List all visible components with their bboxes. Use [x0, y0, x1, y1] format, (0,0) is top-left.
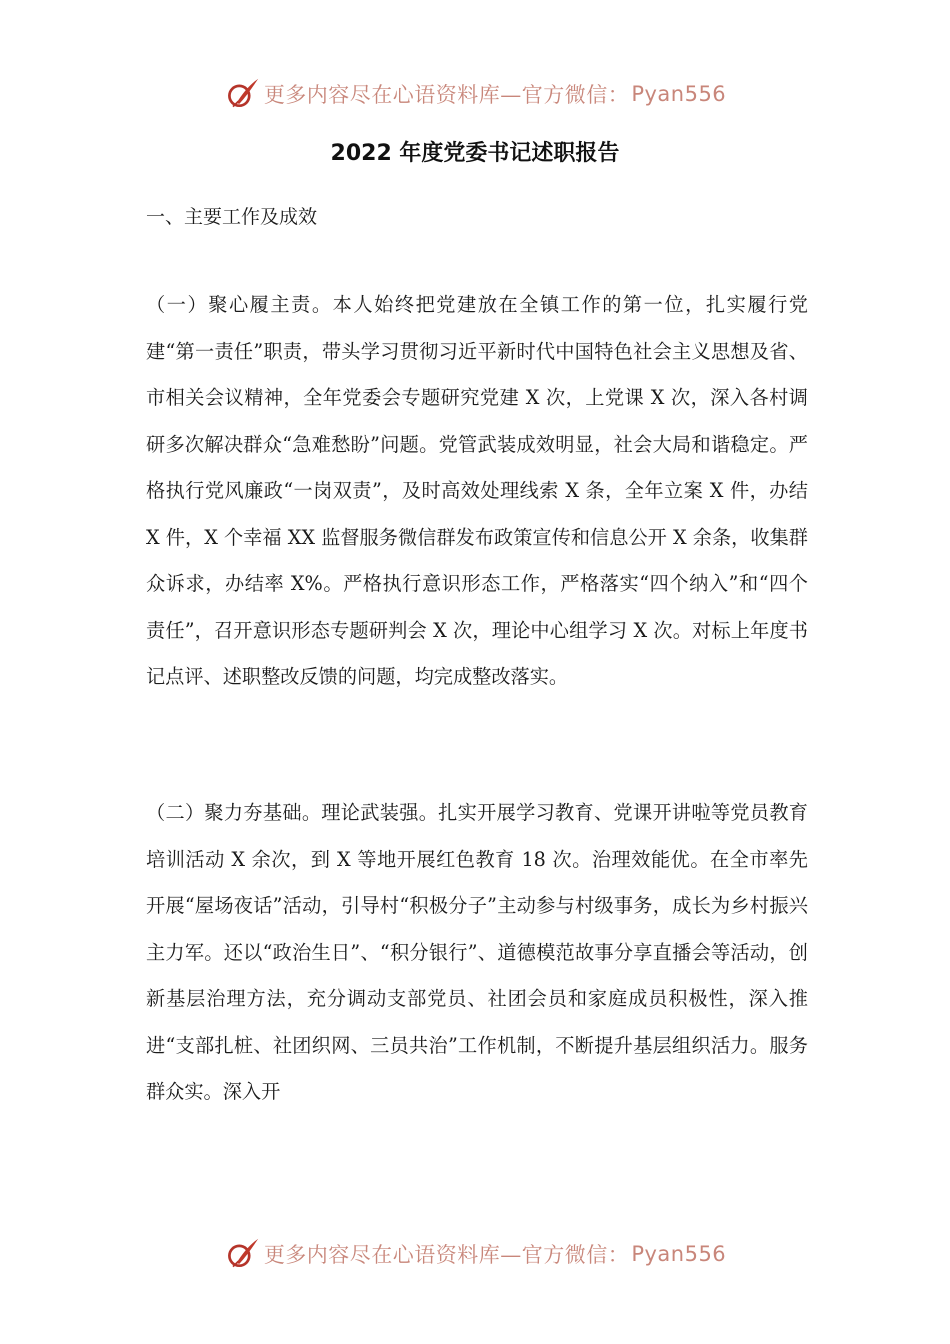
paragraph-2: （二）聚力夯基础。理论武装强。扎实开展学习教育、党课开讲啦等党员教育培训活动 X 余次，到 X 等地开展红色教育 18 次。治理效能优。在全市率先开展“屋场夜话”活动，引导村“积极分子”主动参与村级事务，成长为乡村振兴主力军。还以“政治生日”、“积分银行”、道德模范故事分享直播会等活动，创新基层治理方法，充分调动支部党员、社团会员和家庭成员积极性，深入推进“支部扎桩、社团织网、三员共治”工作机制，不断提升基层组织活力。服务群众实。深入开	[146, 801, 808, 1103]
section-heading: 一、主要工作及成效	[146, 206, 318, 228]
footer-watermark	[0, 1232, 950, 1276]
watermark-text: 更多内容尽在心语资料库—官方微信：	[263, 1243, 630, 1267]
paragraph-1: （一）聚心履主责。本人始终把党建放在全镇工作的第一位，扎实履行党建“第一责任”职责，带头学习贯彻习近平新时代中国特色社会主义思想及省、市相关会议精神，全年党委会专题研究党建 X 次，上党课 X 次，深入各村调研多次解决群众“急难愁盼”问题。党管武装成效明显，社会大局和谐稳定。严格执行党风廉政“一岗双责”，及时高效处理线索 X 条，全年立案 X 件，办结 X 件，X 个幸福 XX 监督服务微信群发布政策宣传和信息公开 X 余条，收集群众诉求，办结率 X%。严格执行意识形态工作，严格落实“四个纳入”和“四个责任”，召开意识形态专题研判会 X 次，理论中心组学习 X 次。对标上年度书记点评、述职整改反馈的问题，均完成整改落实。	[146, 293, 808, 688]
watermark-text: 更多内容尽在心语资料库—官方微信：	[263, 83, 630, 107]
watermark-wechat-id: Pyan556	[631, 1242, 727, 1266]
watermark-wechat-id: Pyan556	[631, 82, 727, 106]
document-title: 2022 年度党委书记述职报告	[330, 141, 620, 166]
header-watermark	[0, 72, 950, 116]
quill-logo-icon	[224, 1236, 260, 1272]
quill-logo-icon	[224, 76, 260, 112]
